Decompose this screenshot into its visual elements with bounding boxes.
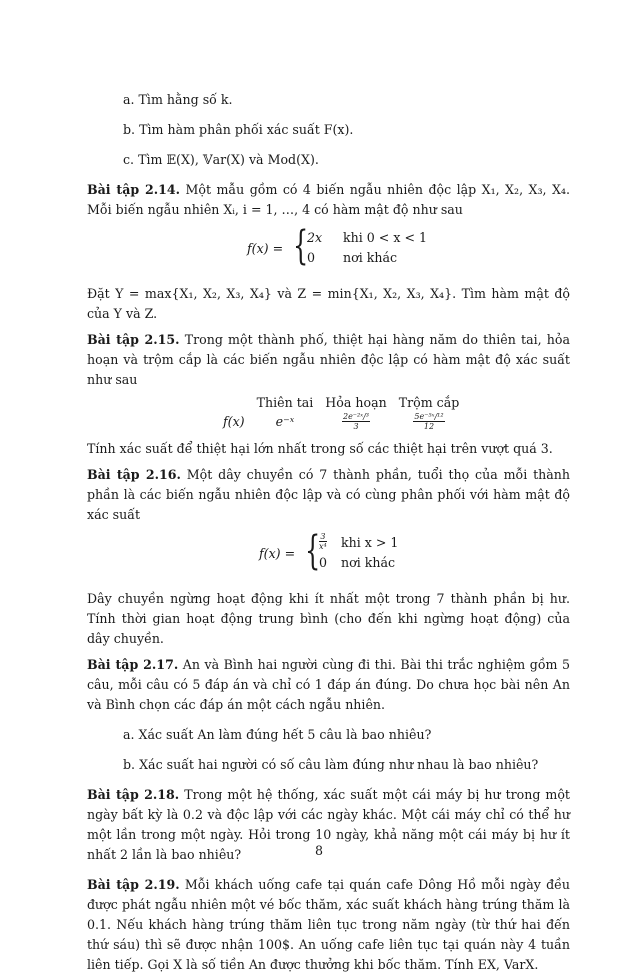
list-item: b. Xác suất hai người có số câu làm đúng như nhau là bao nhiêu? (123, 757, 539, 772)
brace-symbol: { (305, 528, 321, 574)
exercise-2-16 (87, 465, 570, 649)
intro-list (87, 90, 570, 170)
exercise-text: An và Bình hai người cùng đi thi. Bài thi trắc nghiệm gồm 5 câu, mỗi câu có 5 đáp án và chỉ có 1 đáp án đúng. Do chưa học bài nên An và Bình chọn các đáp án một cách ngẫu nhiên. (87, 657, 570, 712)
density-formula: f(x) = { 2x khi 0 < x < 1 0 nơi khác (247, 223, 428, 269)
table-header: Thiên tai (256, 395, 314, 410)
exercise-text: Trong một thành phố, thiệt hại hàng năm do thiên tai, hỏa hoạn và trộm cắp là các biến ngẫu nhiên độc lập có hàm mật độ xác suất như sau (87, 332, 570, 387)
table-cell: $\frac{\text{2e⁻²ˣ/³}}{3}$ (342, 412, 369, 431)
exercise-text-after: Đặt Y = max{X₁, X₂, X₃, X₄} và Z = min{X₁, X₂, X₃, X₄}. Tìm hàm mật độ của Y và Z. (87, 286, 570, 321)
table-header: Trộm cắp (398, 395, 460, 410)
page-number: 8 (314, 843, 323, 858)
exercise-2-19 (87, 875, 570, 975)
exercise-label: Bài tập 2.18. (87, 787, 180, 802)
density-formula: f(x) = { $\frac{3}{\text{x⁴}}$ khi x > 1 0 nơi khác (259, 528, 399, 574)
exercise-label: Bài tập 2.14. (87, 182, 181, 197)
exercise-label: Bài tập 2.15. (87, 332, 180, 347)
formula-lhs: f(x) = (259, 546, 296, 561)
list-item: c. Tìm 𝔼(X), 𝕍ar(X) và Mod(X). (123, 152, 319, 167)
brace-symbol: { (293, 223, 309, 269)
formula-lhs: f(x) = (247, 241, 284, 256)
exercise-label: Bài tập 2.16. (87, 467, 181, 482)
exercise-text: Một mẫu gồm có 4 biến ngẫu nhiên độc lập X₁, X₂, X₃, X₄. Mỗi biến ngẫu nhiên Xᵢ, i = 1, …, 4 có hàm mật độ như sau (87, 182, 570, 217)
list-item: a. Xác suất An làm đúng hết 5 câu là bao nhiêu? (123, 727, 432, 742)
density-table (217, 394, 465, 431)
table-row-label: f(x) (223, 413, 245, 429)
exercise-text: Mỗi khách uống cafe tại quán cafe Dông Hồ mỗi ngày đều được phát ngẫu nhiên một vé bốc thăm, xác suất khách hàng trúng thăm là 0.1. Nếu khách hàng trúng thăm liên tục trong năm ngày (từ thứ hai đến thứ sáu) thì sẽ được nhận 100$. An uống cafe liên tục tại quán này 4 tuần liên tiếp. Gọi X là số tiền An được thưởng khi bốc thăm. Tính EX, VarX. (87, 877, 570, 972)
exercise-text: Một dây chuyền có 7 thành phần, tuổi thọ của mỗi thành phần là các biến ngẫu nhiên độc lập và có cùng phân phối với hàm mật độ xác suất (87, 467, 570, 522)
exercise-text-after: Dây chuyền ngừng hoạt động khi ít nhất một trong 7 thành phần bị hư. Tính thời gian hoạt động trung bình (cho đến khi ngừng hoạt động) của dây chuyền. (87, 591, 570, 646)
exercise-2-14 (87, 180, 570, 324)
list-item: b. Tìm hàm phân phối xác suất F(x). (123, 122, 354, 137)
exercise-label: Bài tập 2.17. (87, 657, 179, 672)
exercise-2-17 (87, 655, 570, 775)
table-cell: $\frac{\text{5e⁻⁵ˣ/¹²}}{12}$ (414, 412, 444, 431)
exercise-text: Trong một hệ thống, xác suất một cái máy bị hư trong một ngày bất kỳ là 0.2 và độc lập với các ngày khác. Một cái máy chỉ có thể hư một lần trong một ngày. Hỏi trong 10 ngày, khả năng một cái máy bị hư ít nhất 2 lần là bao nhiêu? (87, 787, 570, 862)
list-item: a. Tìm hằng số k. (123, 92, 233, 107)
table-header: Hỏa hoạn (325, 395, 387, 410)
exercise-text-after: Tính xác suất để thiệt hại lớn nhất trong số các thiệt hại trên vượt quá 3. (87, 441, 553, 456)
exercise-label: Bài tập 2.19. (87, 877, 180, 892)
exercise-2-15 (87, 330, 570, 459)
table-cell: e⁻ˣ (275, 413, 295, 429)
